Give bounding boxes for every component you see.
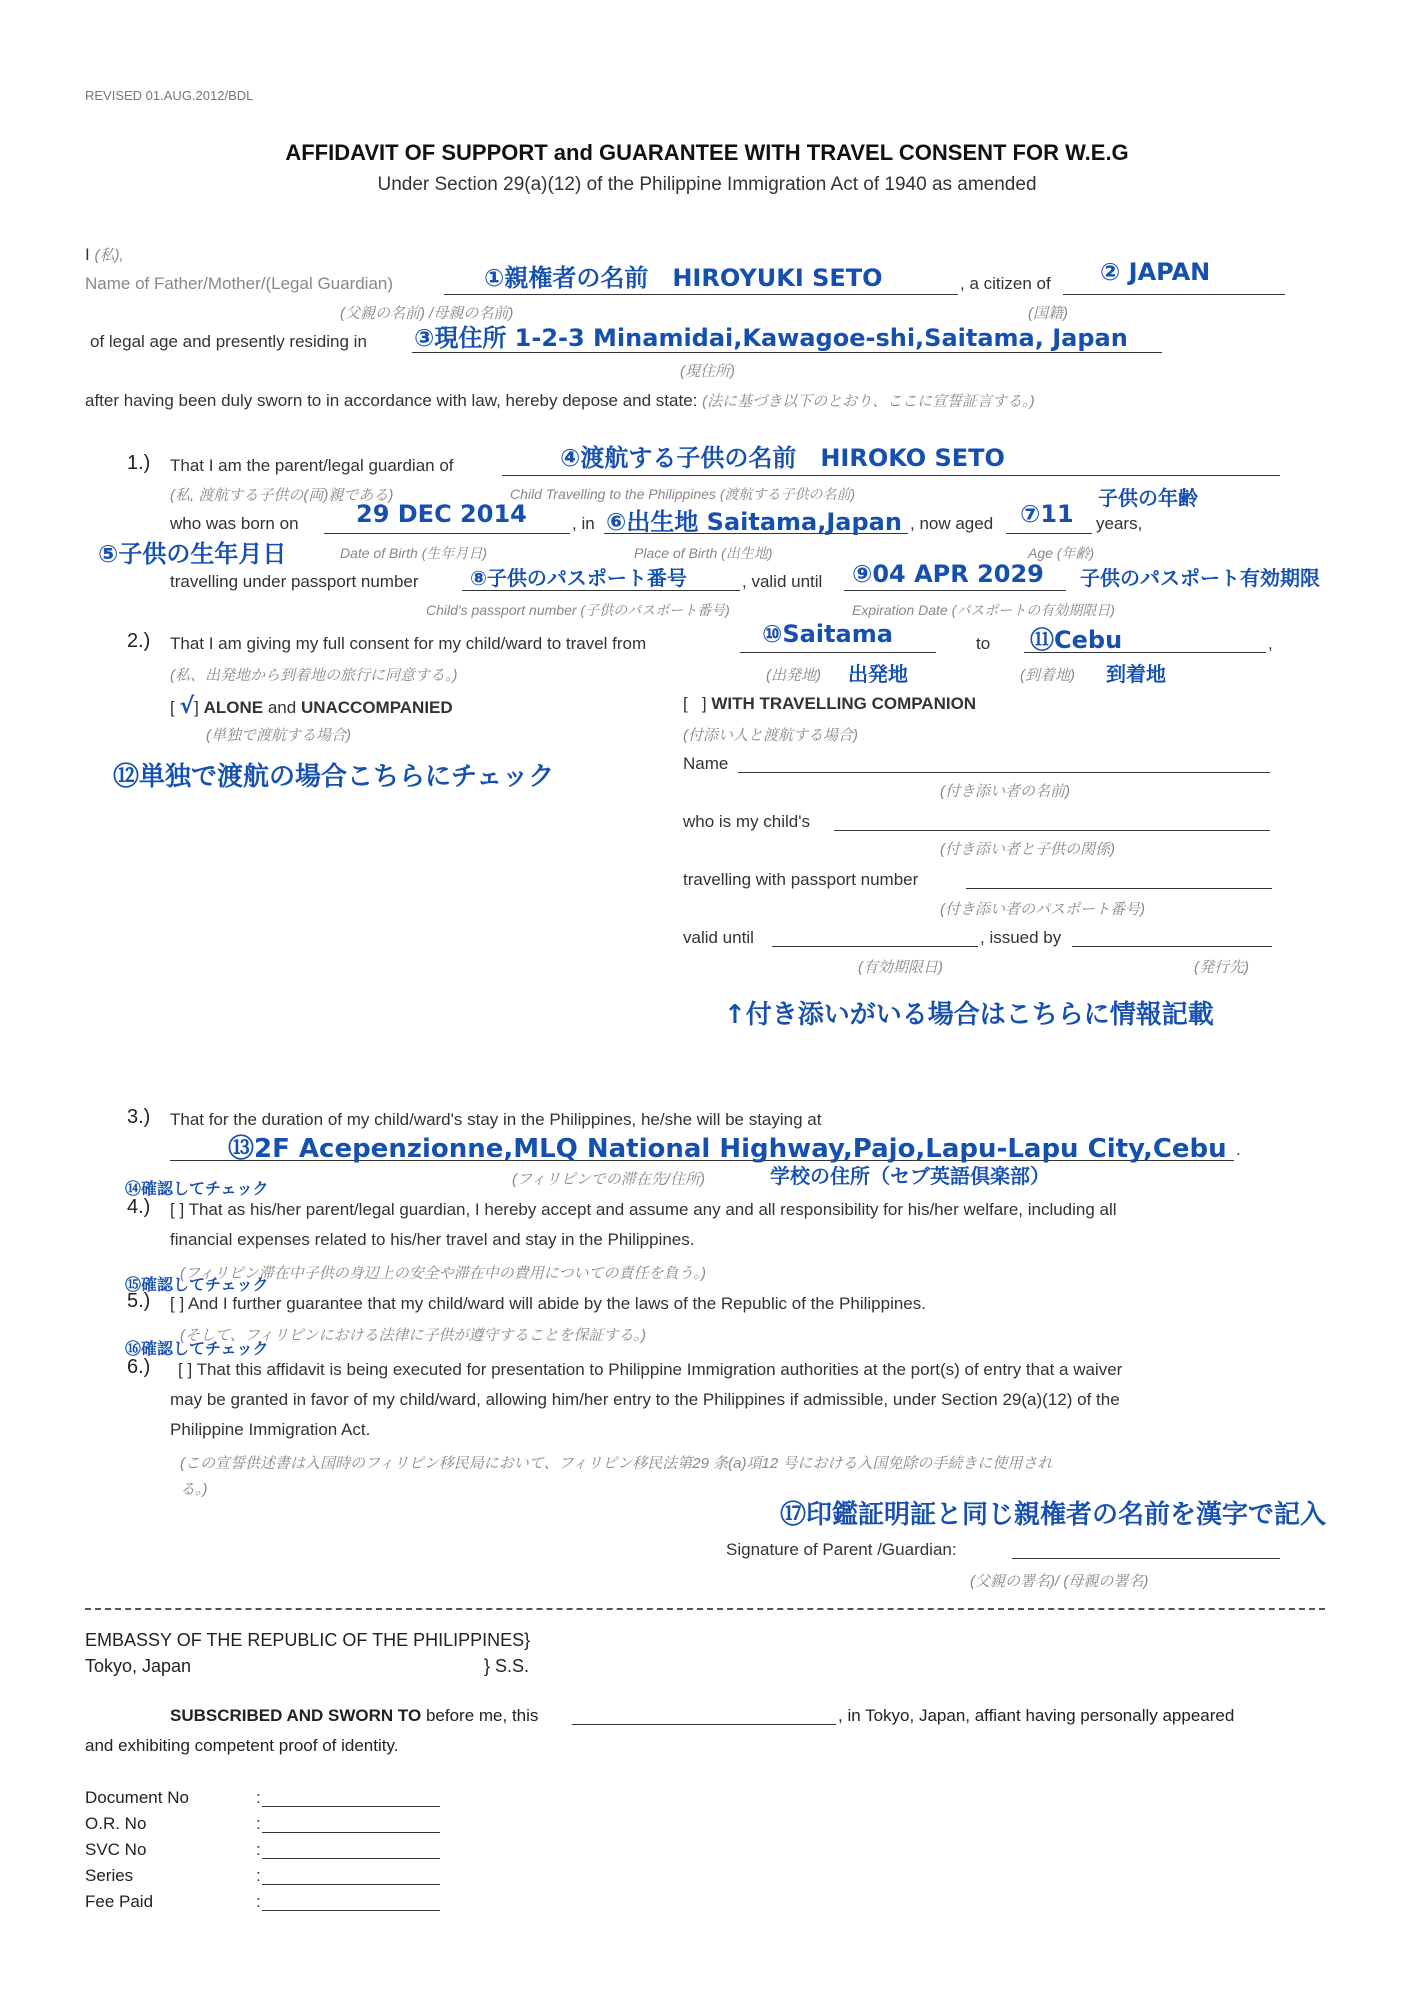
dep-jp: (出発地): [766, 667, 821, 684]
passport-no-annotation: ⑧子供のパスポート番号: [470, 566, 687, 590]
embassy-city: Tokyo, Japan: [85, 1656, 192, 1676]
companion-name-line[interactable]: [738, 772, 1270, 773]
item4-number: 4.): [127, 1196, 151, 1218]
companion-passport-jp: (付き添い者のパスポート番号): [940, 901, 1145, 918]
sworn-text: after having been duly sworn to in accordance with law, hereby depose and state: (法に基づき以下のとおり、ここに宣誓証言する。): [85, 391, 1035, 410]
to-label: to: [976, 634, 991, 653]
signature-jp: (父親の署名)/ (母親の署名): [970, 1573, 1149, 1590]
aged-label: , now aged: [910, 514, 994, 533]
name-label: Name of Father/Mother/(Legal Guardian): [85, 274, 394, 293]
field-document-no: Document No: [85, 1788, 189, 1807]
born-label: who was born on: [170, 514, 299, 533]
to-annotation: ⑪Cebu: [1030, 626, 1123, 654]
alone-jp: (単独で渡航する場合): [206, 727, 351, 744]
age-annotation: ⑦11: [1020, 500, 1074, 528]
name-jp: (父親の名前) /母親の名前): [340, 305, 514, 322]
item4-jp: (フィリピン滞在中子供の身辺上の安全や滞在中の費用についての責任を負う。): [180, 1265, 706, 1282]
alone-checkbox[interactable]: [ √] ALONE and UNACCOMPANIED: [170, 694, 453, 719]
companion-valid-label: valid until: [683, 928, 754, 947]
stay-jp: (フィリピンでの滞在先/住所): [512, 1171, 705, 1188]
series-line[interactable]: [262, 1884, 440, 1885]
dob-line[interactable]: [324, 533, 570, 534]
passport-no-jp: Child's passport number (子供のパスポート番号): [426, 602, 730, 618]
from-annotation: ⑩Saitama: [762, 620, 893, 648]
child-name-annotation: ④渡航する子供の名前 HIROKO SETO: [560, 444, 1005, 472]
valid-label: , valid until: [742, 572, 823, 591]
embassy-ss: } S.S.: [484, 1656, 530, 1676]
companion-note-annotation: ↑付き添いがいる場合はこちらに情報記載: [724, 1000, 1214, 1030]
companion-relation-line[interactable]: [834, 830, 1270, 831]
item3-period: .: [1236, 1140, 1241, 1159]
nationality-annotation: ② JAPAN: [1100, 258, 1211, 286]
from-label-annotation: 出発地: [848, 662, 908, 686]
address-annotation: ③現住所 1-2-3 Minamidai,Kawagoe-shi,Saitama, Japan: [414, 324, 1128, 352]
svc-no-line[interactable]: [262, 1858, 440, 1859]
residing-label: of legal age and presently residing in: [90, 332, 367, 351]
parent-name-line[interactable]: [444, 294, 958, 295]
travel-label: travelling under passport number: [170, 572, 419, 591]
item1-number: 1.): [127, 452, 151, 474]
or-no-line[interactable]: [262, 1832, 440, 1833]
colon-document-no: :: [256, 1788, 261, 1807]
citizen-label: , a citizen of: [960, 274, 1051, 293]
companion-jp: (付添い人と渡航する場合): [683, 727, 858, 744]
dob-annotation: 29 DEC 2014: [356, 500, 527, 528]
item3-number: 3.): [127, 1106, 151, 1128]
dob-jp: Date of Birth (生年月日): [340, 545, 488, 561]
companion-name-label: Name: [683, 754, 729, 773]
arr-jp: (到着地): [1020, 667, 1075, 684]
to-label-annotation: 到着地: [1106, 662, 1166, 686]
item5-jp: (そして、フィリピンにおける法律に子供が遵守することを保証する。): [180, 1327, 646, 1344]
embassy-line: EMBASSY OF THE REPUBLIC OF THE PHILIPPINES}: [85, 1630, 531, 1650]
item2-text: That I am giving my full consent for my child/ward to travel from: [170, 634, 647, 653]
age-line[interactable]: [1006, 533, 1092, 534]
parent-name-annotation: ①親権者の名前 HIROYUKI SETO: [484, 264, 883, 292]
companion-issued-label: , issued by: [980, 928, 1062, 947]
companion-passport-line[interactable]: [966, 888, 1272, 889]
child-name-line[interactable]: [502, 475, 1280, 476]
address-jp: (現住所): [680, 363, 735, 380]
item4-line2: financial expenses related to his/her travel and stay in the Philippines.: [170, 1230, 695, 1249]
colon-or-no: :: [256, 1814, 261, 1833]
item5-number: 5.): [127, 1290, 151, 1312]
school-label-annotation: 学校の住所（セブ英語倶楽部）: [770, 1164, 1050, 1188]
pob-jp: Place of Birth (出生地): [634, 545, 773, 561]
item2-jp: (私、出発地から到着地の旅行に同意する。): [170, 667, 458, 684]
child-age-label: 子供の年齢: [1098, 486, 1198, 510]
item3-text: That for the duration of my child/ward's stay in the Philippines, he/she will be staying at: [170, 1110, 822, 1129]
item6-jp2: る。): [180, 1481, 208, 1498]
age-jp: Age (年齢): [1028, 545, 1095, 561]
document-title: AFFIDAVIT OF SUPPORT and GUARANTEE WITH TRAVEL CONSENT FOR W.E.G: [285, 140, 1129, 165]
item6-line1[interactable]: [ ] That this affidavit is being executed for presentation to Philippine Immigration authorities at the port(s) of entry that a waiver: [178, 1360, 1123, 1379]
check15-annotation: ⑮確認してチェック: [125, 1275, 269, 1294]
signature-label: Signature of Parent /Guardian:: [726, 1540, 957, 1559]
item6-jp1: (この宣誓供述書は入国時のフィリピン移民局において、フィリピン移民法第29 条(a)項12 号における入国免除の手続きに使用され: [180, 1455, 1053, 1472]
document-no-line[interactable]: [262, 1806, 440, 1807]
sworn-line2: and exhibiting competent proof of identity.: [85, 1736, 399, 1755]
companion-checkbox[interactable]: [ ] WITH TRAVELLING COMPANION: [683, 694, 977, 713]
colon-fee-paid: :: [256, 1892, 261, 1911]
sworn-part2: , in Tokyo, Japan, affiant having personally appeared: [838, 1706, 1235, 1725]
nationality-jp: (国籍): [1028, 305, 1068, 322]
sworn-part1: SUBSCRIBED AND SWORN TO before me, this: [170, 1706, 539, 1725]
companion-issued-line[interactable]: [1072, 946, 1272, 947]
fee-paid-line[interactable]: [262, 1910, 440, 1911]
document-subtitle: Under Section 29(a)(12) of the Philippine Immigration Act of 1940 as amended: [377, 174, 1037, 195]
child-name-jp: Child Travelling to the Philippines (渡航する子供の名前): [510, 486, 856, 502]
check16-annotation: ⑯確認してチェック: [125, 1339, 269, 1358]
item6-number: 6.): [127, 1356, 151, 1378]
item5-line1[interactable]: [ ] And I further guarantee that my child/ward will abide by the laws of the Republic of the Philippines.: [170, 1294, 926, 1313]
item6-line2: may be granted in favor of my child/ward, allowing him/her entry to the Philippines if admissible, under Section 29(a)(12) of the: [170, 1390, 1120, 1409]
item4-line1[interactable]: [ ] That as his/her parent/legal guardian, I hereby accept and assume any and all responsibility for his/her welfare, including all: [170, 1200, 1117, 1219]
section-divider: [85, 1608, 1325, 1610]
companion-issued-jp: (発行先): [1194, 959, 1249, 976]
companion-name-jp: (付き添い者の名前): [940, 783, 1070, 800]
dob-label-annotation: ⑤子供の生年月日: [98, 540, 287, 568]
revision-note: REVISED 01.AUG.2012/BDL: [85, 88, 254, 103]
signature-annotation: ⑰印鑑証明証と同じ親権者の名前を漢字で記入: [780, 1500, 1327, 1530]
birthplace-annotation: ⑥出生地 Saitama,Japan: [606, 508, 902, 536]
colon-svc-no: :: [256, 1840, 261, 1859]
companion-relation-label: who is my child's: [683, 812, 811, 831]
companion-relation-jp: (付き添い者と子供の関係): [940, 841, 1115, 858]
stay-address-annotation: ⑬2F Acepenzionne,MLQ National Highway,Pajo,Lapu-Lapu City,Cebu: [228, 1134, 1227, 1164]
alone-check-annotation: ⑫単独で渡航の場合こちらにチェック: [113, 762, 555, 792]
passport-exp-line[interactable]: [844, 590, 1066, 591]
nationality-line[interactable]: [1063, 294, 1285, 295]
passport-exp-annotation: ⑨04 APR 2029: [852, 560, 1044, 588]
companion-valid-jp: (有効期限日): [858, 959, 943, 976]
in-label: , in: [572, 514, 595, 533]
field-or-no: O.R. No: [85, 1814, 147, 1833]
colon-series: :: [256, 1866, 261, 1885]
sworn-date-line[interactable]: [572, 1724, 836, 1725]
passport-exp-jp: Expiration Date (パスポートの有効期限日): [852, 602, 1115, 618]
item1-text: That I am the parent/legal guardian of: [170, 456, 454, 475]
item6-line3: Philippine Immigration Act.: [170, 1420, 371, 1439]
i-label: I (私),: [85, 245, 124, 264]
item2-number: 2.): [127, 630, 151, 652]
check14-annotation: ⑭確認してチェック: [125, 1179, 269, 1198]
companion-passport-label: travelling with passport number: [683, 870, 919, 889]
years-label: years,: [1096, 514, 1143, 533]
item2-comma: ,: [1268, 634, 1273, 653]
item1-jp: (私, 渡航する子供の(両)親である): [170, 487, 394, 504]
field-series: Series: [85, 1866, 134, 1885]
companion-valid-line[interactable]: [772, 946, 978, 947]
passport-exp-label: 子供のパスポート有効期限: [1080, 566, 1320, 590]
field-svc-no: SVC No: [85, 1840, 147, 1859]
signature-line[interactable]: [1012, 1558, 1280, 1559]
from-line[interactable]: [740, 652, 936, 653]
field-fee-paid: Fee Paid: [85, 1892, 154, 1911]
